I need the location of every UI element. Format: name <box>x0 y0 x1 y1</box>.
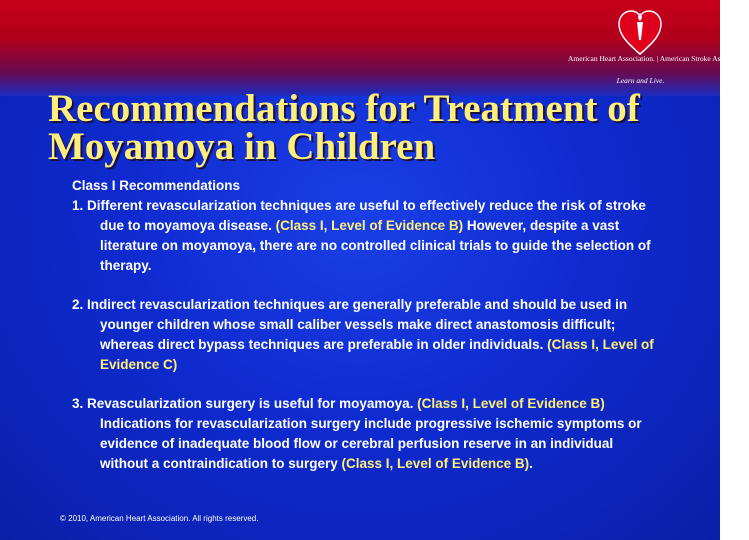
logo-org-names: American Heart Association. | American Stroke Association. <box>568 54 749 63</box>
org-left: American Heart Association. <box>568 54 655 63</box>
slide-title: Recommendations for Treatment of Moyamoya in Children <box>48 87 640 168</box>
heart-torch-icon <box>618 10 662 56</box>
recommendations-heading: Class I Recommendations <box>72 178 241 193</box>
recommendation-item: 2. Indirect revascularization techniques are generally preferable and should be used in younger children whose small caliber vessels make direct anastomosis difficult; whereas direct bypass techniques are preferable in older individuals. (Class I, Level of Evidence C) <box>72 297 654 372</box>
copyright-footer: © 2010, American Heart Association. All rights reserved. <box>60 514 259 523</box>
org-right: American Stroke Association. <box>659 54 749 63</box>
recommendation-item: 3. Revascularization surgery is useful for moyamoya. (Class I, Level of Evidence B) Indications for revascularization surgery include progressive ischemic symptoms or evidence of inadequate blood flow or cerebral perfusion reserve in an individual without a contraindication to surgery (Class I, Level of Evidence B). <box>72 396 642 471</box>
logo <box>568 10 749 88</box>
slide-body <box>72 176 662 493</box>
recommendation-item: 1. Different revascularization techniques are useful to effectively reduce the risk of stroke due to moyamoya disease. (Class I, Level of Evidence B) However, despite a vast literature on moyamoya, there are no controlled clinical trials to guide the selection of therapy. <box>72 198 651 273</box>
logo-tagline: Learn and Live. <box>616 76 665 85</box>
